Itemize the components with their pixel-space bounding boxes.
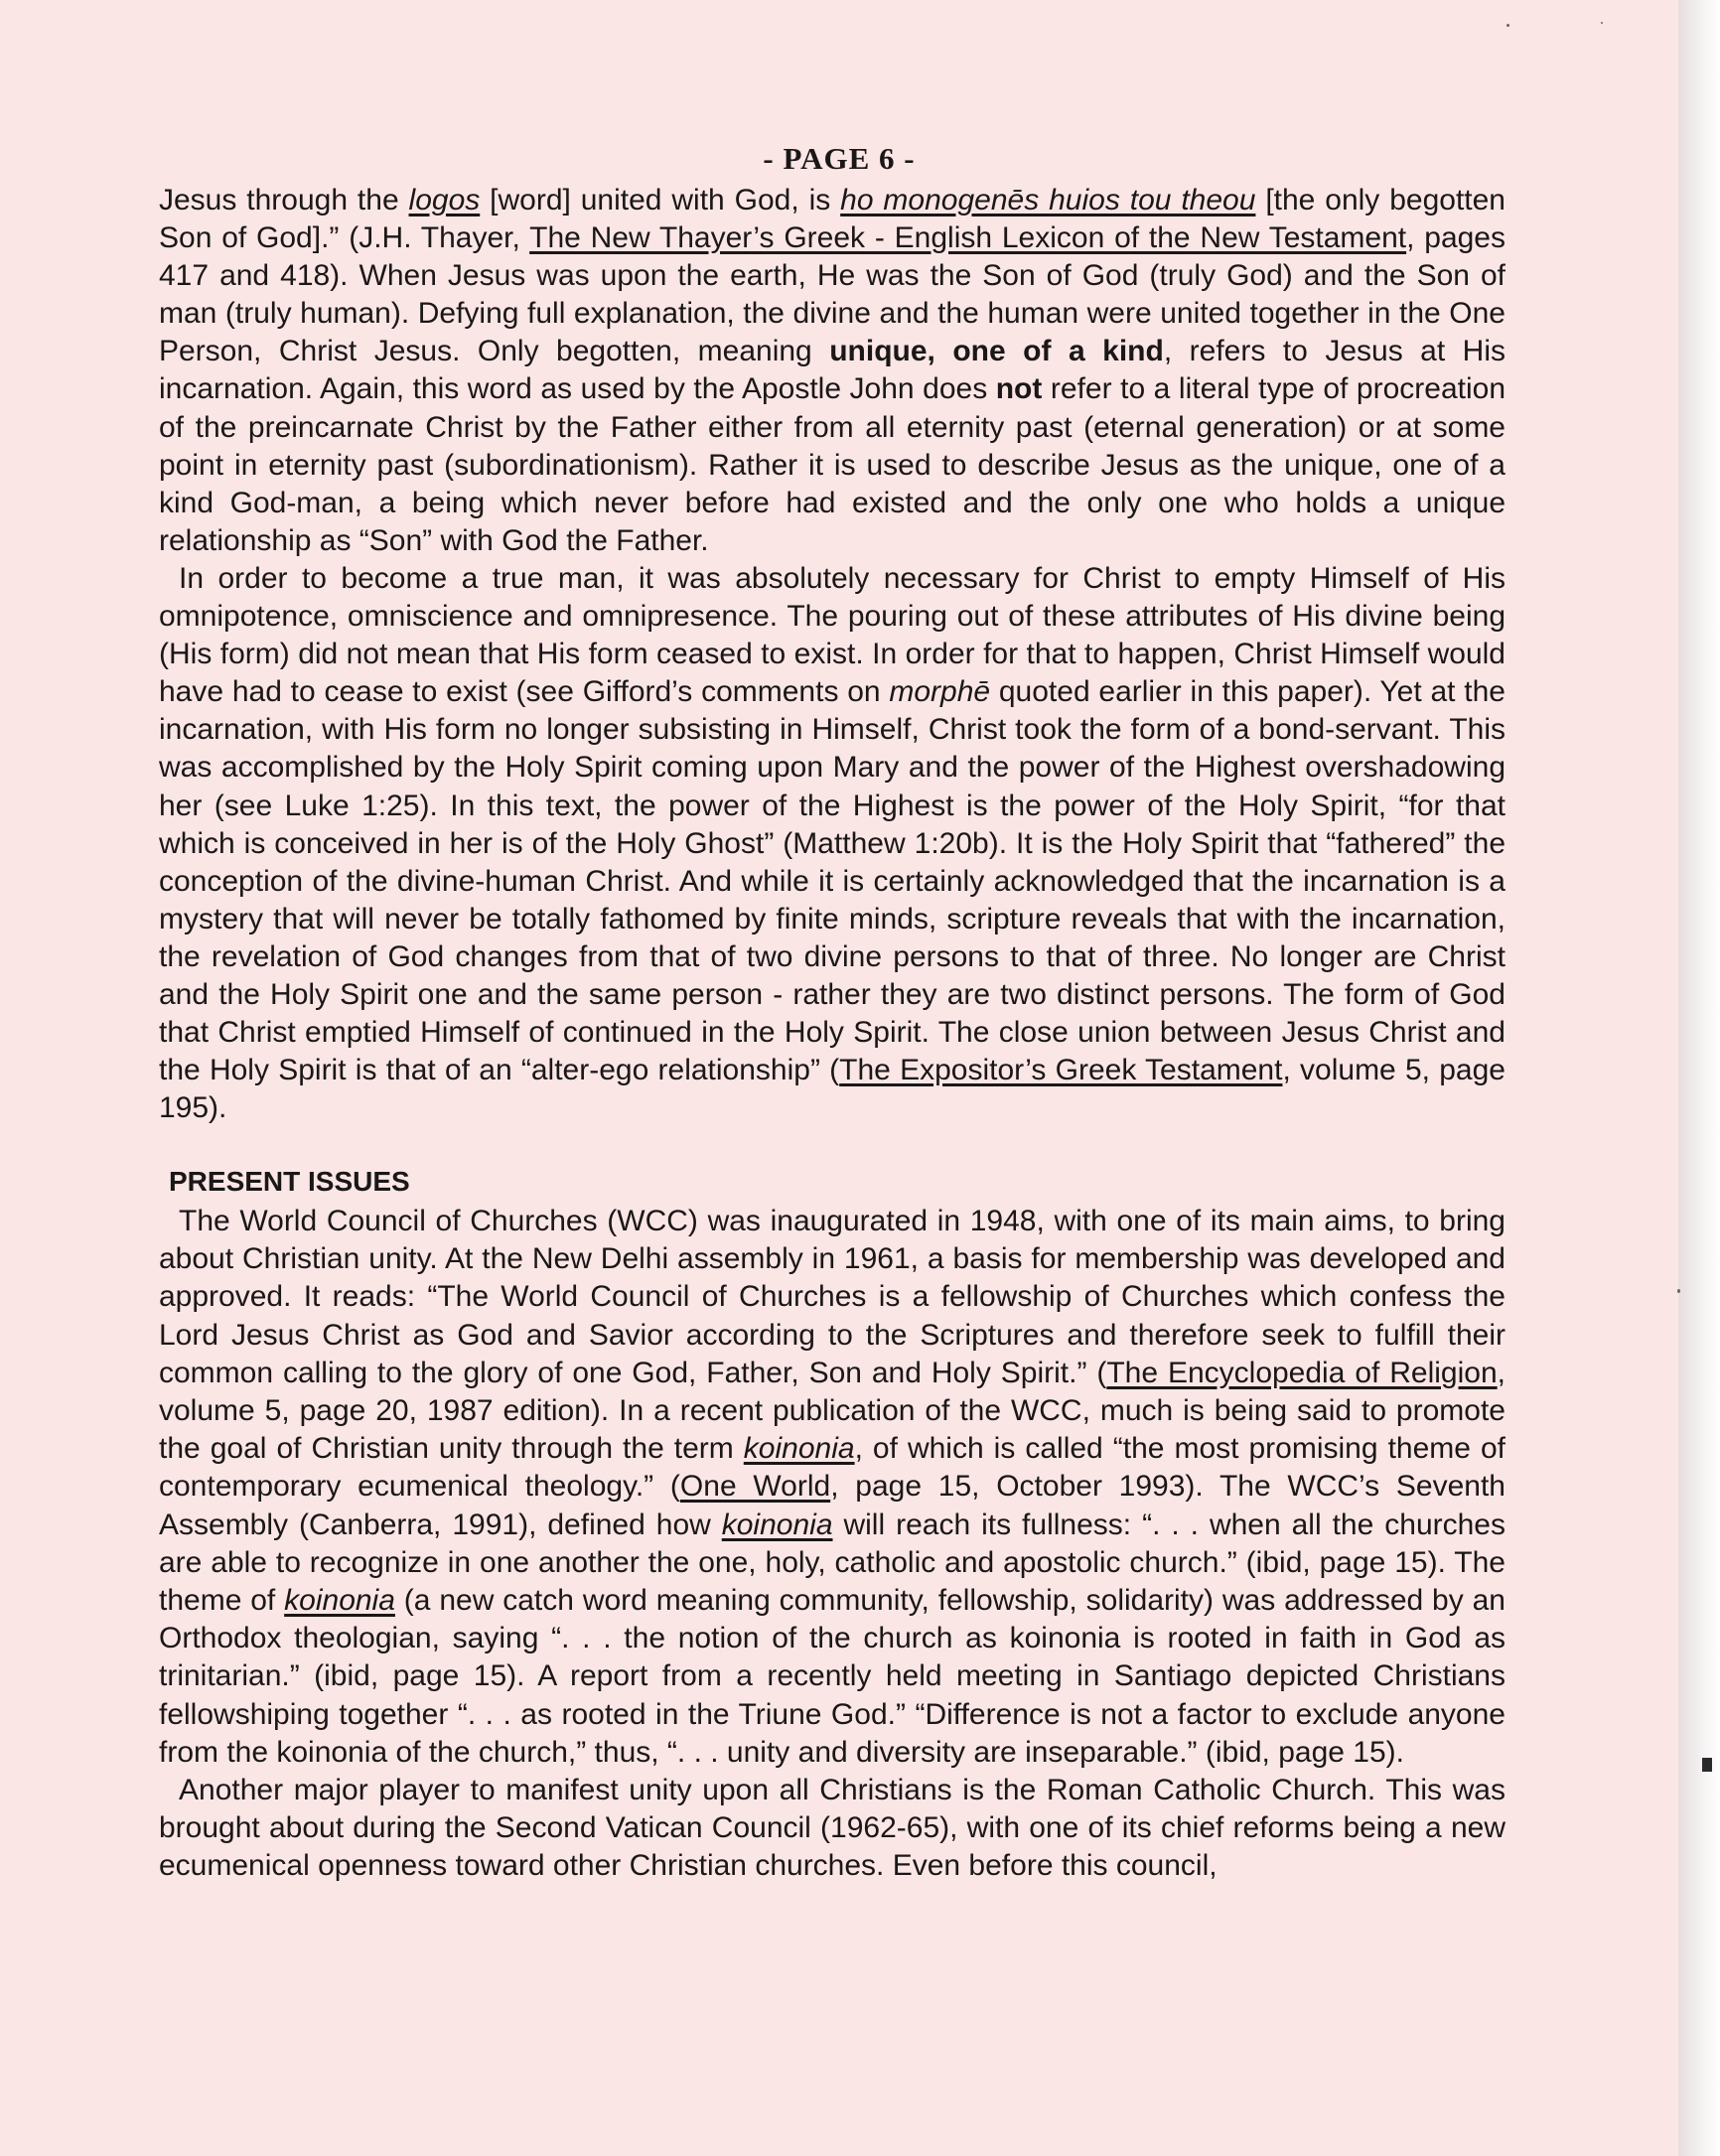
text-run: , refers to Jesus at His incarnation. Again, this word as used by the Apostle John does	[159, 335, 1506, 406]
citation-title: One World	[679, 1470, 831, 1504]
text-run: The World Council of Churches (WCC) was inaugurated in 1948, with one of its main aims, to bring about Christian unity. At the New Delhi assembly in 1961, a basis for membership was developed and approved. It reads: “The World Council of Churches is a fellowship of Churches which confess the Lord Jesus Christ as God and Savior according to the Scriptures and therefore seek to fulfill their common calling to the glory of one God, Father, Son and Holy Spirit.” (	[159, 1205, 1505, 1389]
section-heading: PRESENT ISSUES	[169, 1166, 410, 1197]
text-run: will reach its fullness: “. . . when all the churches are able to recognize in one another the one, holy, catholic and apostolic church.” (ibid, page 15). The theme of	[159, 1508, 1505, 1618]
section-body	[159, 1203, 1505, 1886]
emphasized-term: logos	[408, 184, 481, 216]
text-run: Jesus through the	[159, 184, 409, 216]
text-run: [the only begotten Son of God].” (J.H. Thayer,	[159, 184, 1505, 255]
emphasized-term: koinonia	[284, 1584, 395, 1618]
edge-scan-mark	[1702, 1758, 1712, 1772]
text-run: [word] united with God, is	[480, 184, 841, 216]
emphasized-term: ho monogenēs huios tou theou	[840, 184, 1256, 216]
text-run: , pages 417 and 418). When Jesus was upon the earth, He was the Son of God (truly God) and the Son of man (truly human). Defying full explanation, the divine and the human were united together in the One Person, Christ Jesus. Only begotten, meaning	[159, 221, 1505, 368]
scan-speck	[1601, 22, 1603, 24]
paragraph	[159, 560, 1505, 1127]
citation-title: The New Thayer’s Greek - English Lexicon of the New Testament	[529, 221, 1407, 255]
paragraph	[159, 1772, 1505, 1886]
emphasized-term: koinonia	[721, 1508, 833, 1541]
citation-title: The Expositor’s Greek Testament	[839, 1054, 1283, 1087]
text-run: refer to a literal type of procreation of the preincarnate Christ by the Father either from all eternity past (eternal generation) or at some point in eternity past (subordinationism). Rather it is used to describe Jesus as the unique, one of a kind God-man, a being which never before had existed and the only one who holds a unique relationship as “Son” with God the Father.	[159, 372, 1506, 557]
paragraph	[159, 1203, 1505, 1772]
bold-text: unique, one of a kind	[829, 335, 1164, 368]
text-run: quoted earlier in this paper). Yet at the incarnation, with His form no longer subsisting in Himself, Christ took the form of a bond-servant. This was accomplished by the Holy Spirit coming upon Mary and the power of the Highest overshadowing her (see Luke 1:25). In this text, the power of the Highest is the power of the Holy Spirit, “for that which is conceived in her is of the Holy Ghost” (Matthew 1:20b). It is the Holy Spirit that “fathered” the conception of the divine-human Christ. And while it is certainly acknowledged that the incarnation is a mystery that will never be totally fathomed by finite minds, scripture reveals that with the incarnation, the revelation of God changes from that of two divine persons to that of three. No longer are Christ and the Holy Spirit one and the same person - rather they are two distinct persons. The form of God that Christ emptied Himself of continued in the Holy Spirit. The close union between Jesus Christ and the Holy Spirit is that of an “alter-ego relationship” (	[159, 675, 1505, 1087]
text-run: (a new catch word meaning community, fellowship, solidarity) was addressed by an Orthodox theologian, saying “. . . the notion of the church as koinonia is rooted in faith in God as trinitarian.” (ibid, page 15). A report from a recently held meeting in Santiago depicted Christians fellowshiping together “. . . as rooted in the Triune God.” “Difference is not a factor to exclude anyone from the koinonia of the church,” thus, “. . . unity and diversity are inseparable.” (ibid, page 15).	[159, 1584, 1505, 1769]
paragraph	[159, 182, 1505, 560]
page-number-header: - PAGE 6 -	[763, 141, 916, 176]
text-run: , volume 5, page 195).	[159, 1054, 1505, 1125]
text-run: In order to become a true man, it was absolutely necessary for Christ to empty Himself of His omnipotence, omniscience and omnipresence. The pouring out of these attributes of His divine being (His form) did not mean that His form ceased to exist. In order for that to happen, Christ Himself would have had to cease to exist (see Gifford’s comments on	[159, 561, 1505, 709]
emphasized-term: koinonia	[743, 1432, 855, 1466]
foreign-term: morphē	[889, 675, 991, 709]
section-body	[159, 182, 1505, 1127]
page-edge	[1678, 0, 1720, 2156]
bold-text: not	[995, 372, 1043, 406]
text-run: Another major player to manifest unity upon all Christians is the Roman Catholic Church. This was brought about during the Second Vatican Council (1962-65), with one of its chief reforms being a new ecumenical openness toward other Christian churches. Even before this council,	[159, 1774, 1505, 1883]
scan-speck	[1506, 24, 1509, 27]
scan-speck	[1677, 1289, 1680, 1293]
text-run: , volume 5, page 20, 1987 edition). In a recent publication of the WCC, much is being said to promote the goal of Christian unity through the term	[159, 1356, 1505, 1466]
citation-title: The Encyclopedia of Religion	[1106, 1356, 1498, 1389]
text-run: , page 15, October 1993). The WCC’s Seventh Assembly (Canberra, 1991), defined how	[159, 1470, 1505, 1541]
text-run: , of which is called “the most promising theme of contemporary ecumenical theology.” (	[159, 1432, 1505, 1504]
